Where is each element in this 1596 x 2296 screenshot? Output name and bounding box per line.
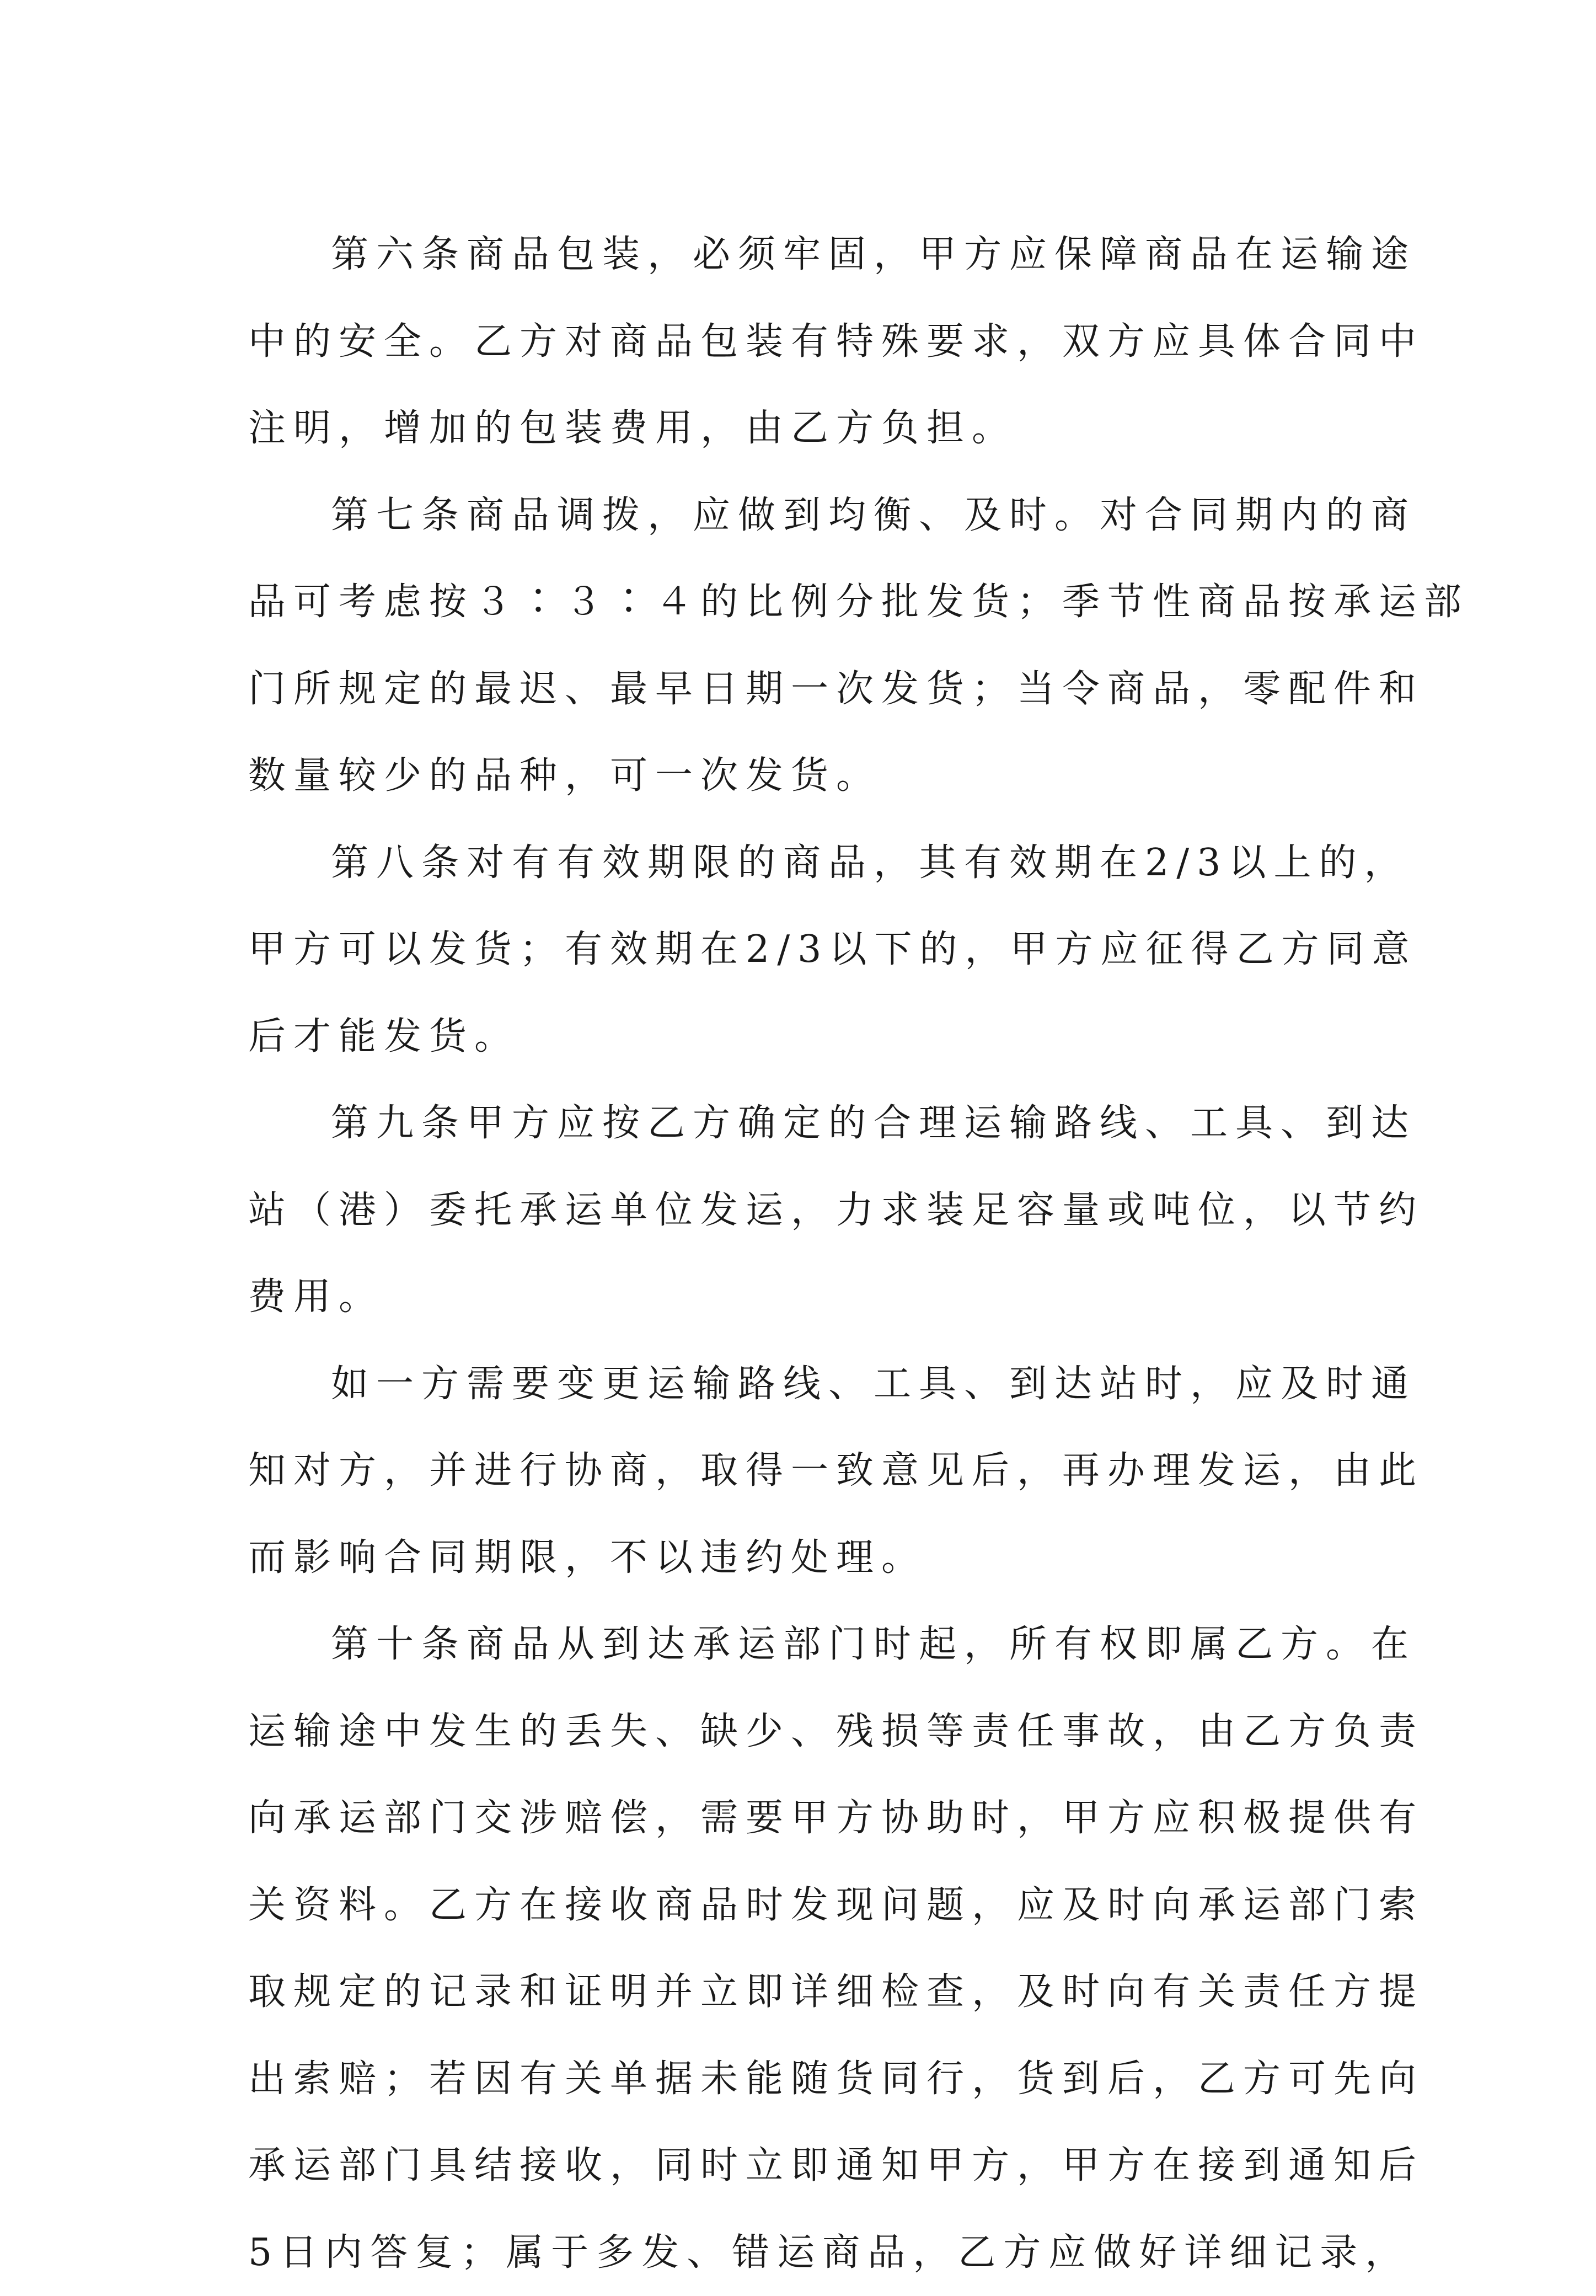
text-line: 5日内答复；属于多发、错运商品，乙方应做好详细记录， — [248, 2209, 1357, 2296]
text-line: 品可考虑按３∶３∶４的比例分批发货；季节性商品按承运部 — [248, 559, 1357, 646]
text-line: 第十条商品从到达承运部门时起，所有权即属乙方。在 — [248, 1601, 1357, 1688]
text-line: 中的安全。乙方对商品包装有特殊要求，双方应具体合同中 — [248, 298, 1357, 386]
text-line: 注明，增加的包装费用，由乙方负担。 — [248, 385, 1357, 472]
text-line: 取规定的记录和证明并立即详细检查，及时向有关责任方提 — [248, 1949, 1357, 2036]
route-change-paragraph — [248, 1341, 1357, 1602]
text-line: 关资料。乙方在接收商品时发现问题，应及时向承运部门索 — [248, 1862, 1357, 1949]
text-line: 出索赔；若因有关单据未能随货同行，货到后，乙方可先向 — [248, 2036, 1357, 2123]
document-body — [248, 211, 1357, 2296]
text-line: 第六条商品包装，必须牢固，甲方应保障商品在运输途 — [248, 211, 1357, 298]
text-line: 如一方需要变更运输路线、工具、到达站时，应及时通 — [248, 1341, 1357, 1428]
clause-6-paragraph — [248, 211, 1357, 472]
text-line: 数量较少的品种，可一次发货。 — [248, 732, 1357, 820]
text-line: 而影响合同期限，不以违约处理。 — [248, 1514, 1357, 1602]
text-line: 后才能发货。 — [248, 993, 1357, 1080]
text-line: 费用。 — [248, 1254, 1357, 1341]
text-line: 第九条甲方应按乙方确定的合理运输路线、工具、到达 — [248, 1080, 1357, 1167]
text-line: 甲方可以发货；有效期在2/3以下的，甲方应征得乙方同意 — [248, 906, 1357, 993]
text-line: 承运部门具结接收，同时立即通知甲方，甲方在接到通知后 — [248, 2122, 1357, 2209]
text-line: 第八条对有有效期限的商品，其有效期在2/3以上的， — [248, 820, 1357, 907]
text-line: 运输途中发生的丢失、缺少、残损等责任事故，由乙方负责 — [248, 1688, 1357, 1775]
text-line: 知对方，并进行协商，取得一致意见后，再办理发运，由此 — [248, 1427, 1357, 1514]
clause-9-paragraph — [248, 1080, 1357, 1341]
clause-7-paragraph — [248, 472, 1357, 820]
text-line: 站（港）委托承运单位发运，力求装足容量或吨位，以节约 — [248, 1167, 1357, 1254]
text-line: 第七条商品调拨，应做到均衡、及时。对合同期内的商 — [248, 472, 1357, 559]
clause-10-paragraph — [248, 1601, 1357, 2296]
text-line: 门所规定的最迟、最早日期一次发货；当令商品，零配件和 — [248, 646, 1357, 733]
clause-8-paragraph — [248, 820, 1357, 1080]
text-line: 向承运部门交涉赔偿，需要甲方协助时，甲方应积极提供有 — [248, 1775, 1357, 1862]
